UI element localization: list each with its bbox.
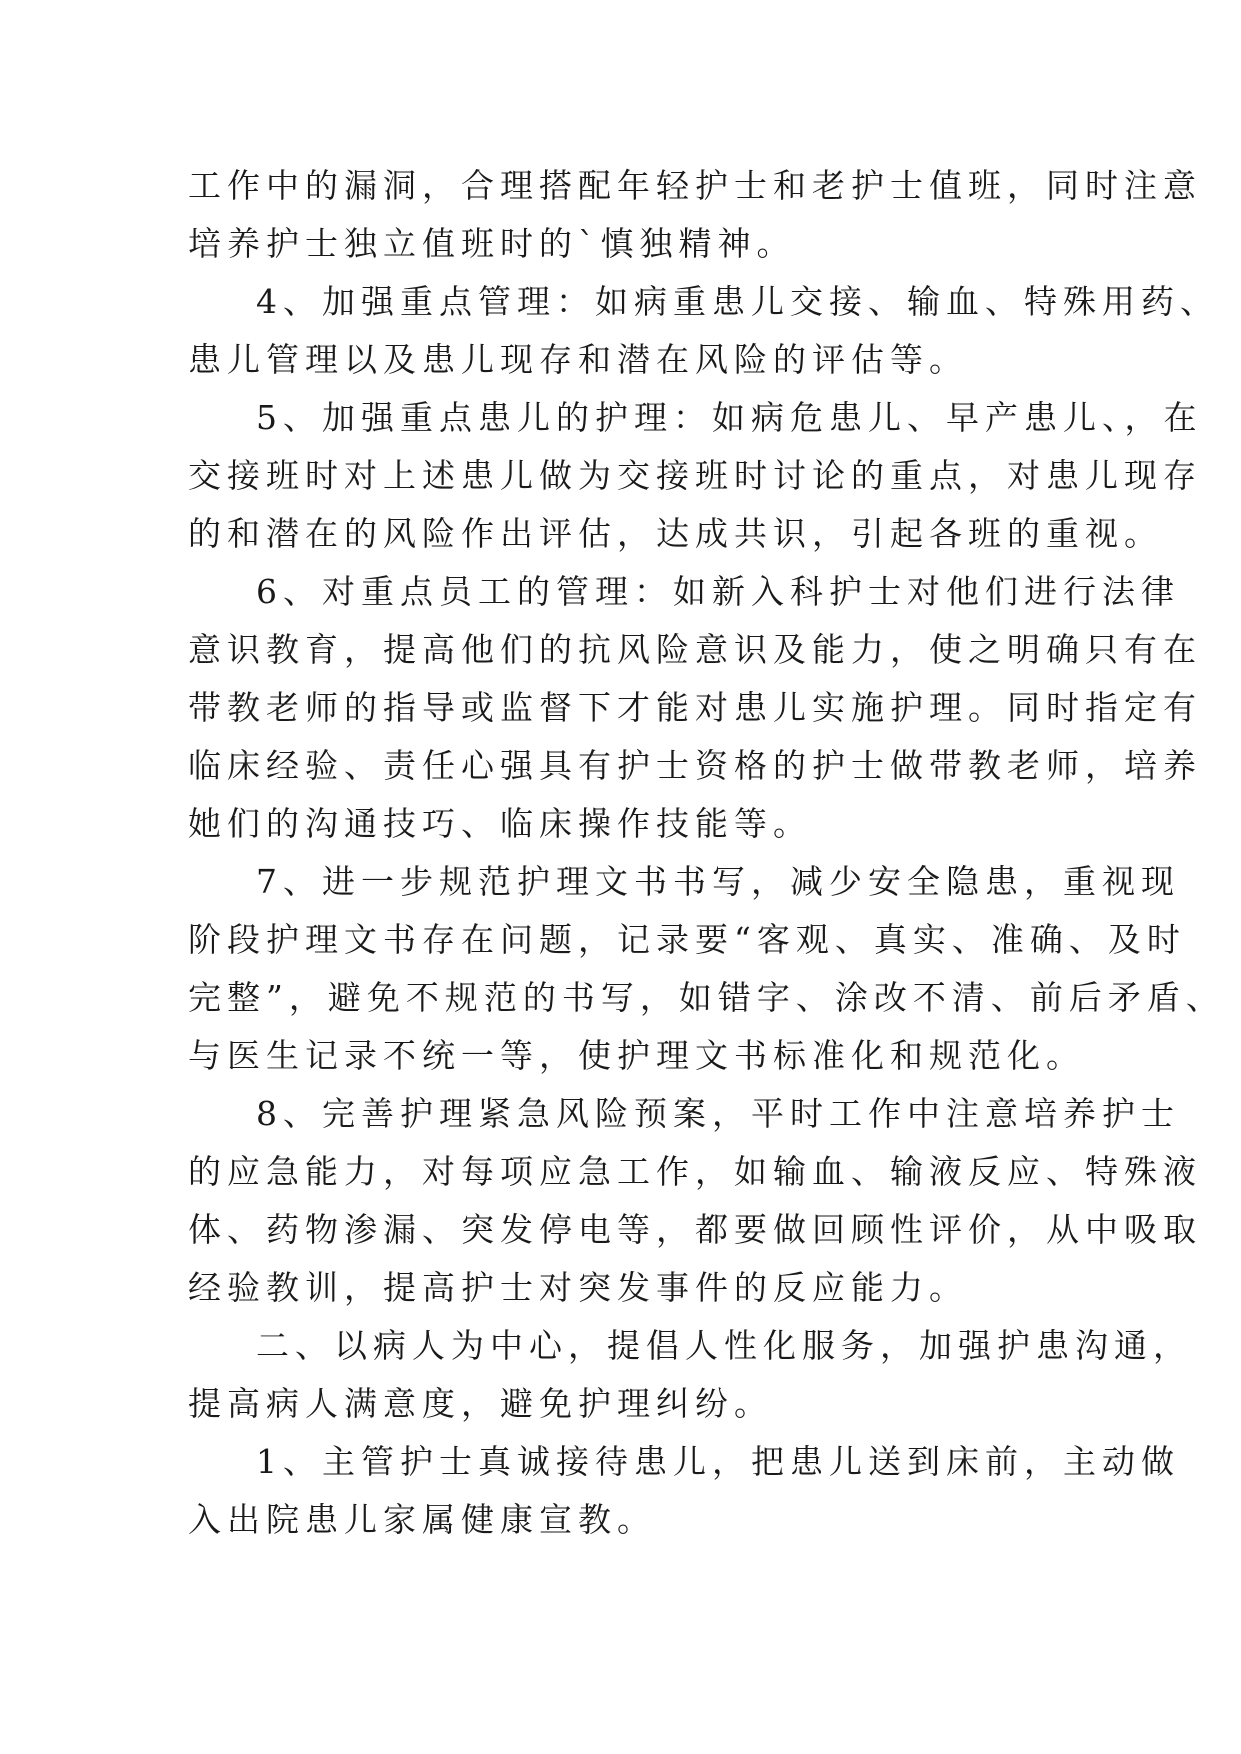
text-line: 1、主管护士真诚接待患儿，把患儿送到床前，主动做	[256, 1442, 1180, 1481]
text-line: 4、加强重点管理：如病重患儿交接、输血、特殊用药、	[256, 282, 1219, 321]
text-line: 与医生记录不统一等，使护理文书标准化和规范化。	[188, 1036, 1085, 1075]
text-line: 提高病人满意度，避免护理纠纷。	[188, 1384, 773, 1423]
text-line: 她们的沟通技巧、临床操作技能等。	[188, 804, 812, 843]
section-heading: 二、以病人为中心，提倡人性化服务，加强护患沟通，	[256, 1326, 1192, 1365]
text-line: 患儿管理以及患儿现存和潜在风险的评估等。	[188, 340, 968, 379]
text-line: 入出院患儿家属健康宣教。	[188, 1500, 656, 1539]
text-line: 意识教育，提高他们的抗风险意识及能力，使之明确只有在	[188, 630, 1202, 669]
text-line: 阶段护理文书存在问题，记录要“客观、真实、准确、及时	[188, 920, 1186, 959]
text-line: 完整”，避免不规范的书写，如错字、涂改不清、前后矛盾、	[188, 978, 1225, 1017]
text-line: 工作中的漏洞，合理搭配年轻护士和老护士值班，同时注意	[188, 166, 1202, 205]
text-line: 临床经验、责任心强具有护士资格的护士做带教老师，培养	[188, 746, 1202, 785]
text-line: 经验教训，提高护士对突发事件的反应能力。	[188, 1268, 968, 1307]
text-line: 5、加强重点患儿的护理：如病危患儿、早产患儿、，在	[256, 398, 1203, 437]
text-line: 8、完善护理紧急风险预案，平时工作中注意培养护士	[256, 1094, 1180, 1133]
text-line: 6、对重点员工的管理：如新入科护士对他们进行法律	[256, 572, 1180, 611]
text-line: 体、药物渗漏、突发停电等，都要做回顾性评价，从中吸取	[188, 1210, 1202, 1249]
text-line: 培养护士独立值班时的`慎独精神。	[188, 224, 796, 263]
text-line: 带教老师的指导或监督下才能对患儿实施护理。同时指定有	[188, 688, 1202, 727]
text-line: 的和潜在的风险作出评估，达成共识，引起各班的重视。	[188, 514, 1163, 553]
text-line: 交接班时对上述患儿做为交接班时讨论的重点，对患儿现存	[188, 456, 1202, 495]
text-line: 7、进一步规范护理文书书写，减少安全隐患，重视现	[256, 862, 1180, 901]
text-line: 的应急能力，对每项应急工作，如输血、输液反应、特殊液	[188, 1152, 1202, 1191]
